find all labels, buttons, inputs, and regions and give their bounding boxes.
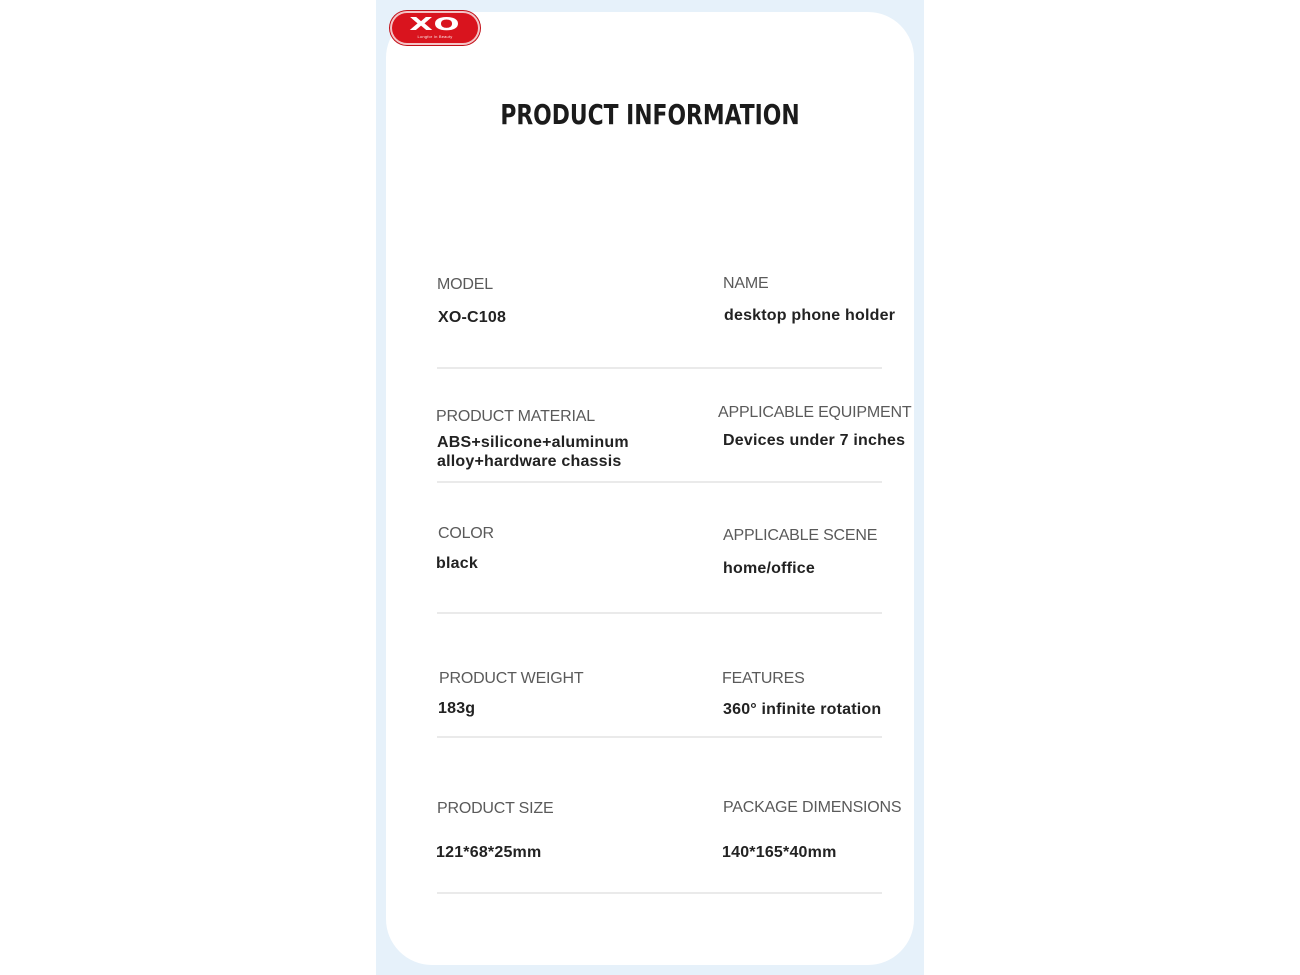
logo-tagline: Longfor In Beauty (417, 34, 453, 39)
material-value-line1: ABS+silicone+aluminum (437, 434, 629, 451)
page-title: PRODUCT INFORMATION (500, 98, 800, 131)
info-card (386, 12, 914, 965)
material-label: PRODUCT MATERIAL (436, 408, 595, 425)
package-value: 140*165*40mm (722, 844, 837, 861)
name-label: NAME (723, 275, 769, 292)
divider-3 (437, 612, 882, 614)
color-value: black (436, 555, 478, 572)
divider-1 (437, 367, 882, 369)
weight-value: 183g (438, 700, 476, 717)
model-label: MODEL (437, 276, 493, 293)
features-value: 360° infinite rotation (723, 701, 882, 718)
weight-label: PRODUCT WEIGHT (439, 670, 584, 687)
logo-mark: XO (409, 14, 461, 35)
equipment-value: Devices under 7 inches (723, 432, 906, 449)
size-label: PRODUCT SIZE (437, 800, 554, 817)
scene-label: APPLICABLE SCENE (723, 527, 878, 544)
scene-value: home/office (723, 560, 815, 577)
divider-5 (437, 892, 882, 894)
xo-logo (390, 11, 480, 45)
model-value: XO-C108 (438, 309, 507, 326)
size-value: 121*68*25mm (436, 844, 542, 861)
name-value: desktop phone holder (724, 307, 896, 324)
material-value-line2: alloy+hardware chassis (437, 453, 622, 470)
features-label: FEATURES (722, 670, 805, 687)
color-label: COLOR (438, 525, 494, 542)
divider-2 (437, 481, 882, 483)
equipment-label: APPLICABLE EQUIPMENT (718, 404, 912, 421)
package-label: PACKAGE DIMENSIONS (723, 799, 902, 816)
divider-4 (437, 736, 882, 738)
